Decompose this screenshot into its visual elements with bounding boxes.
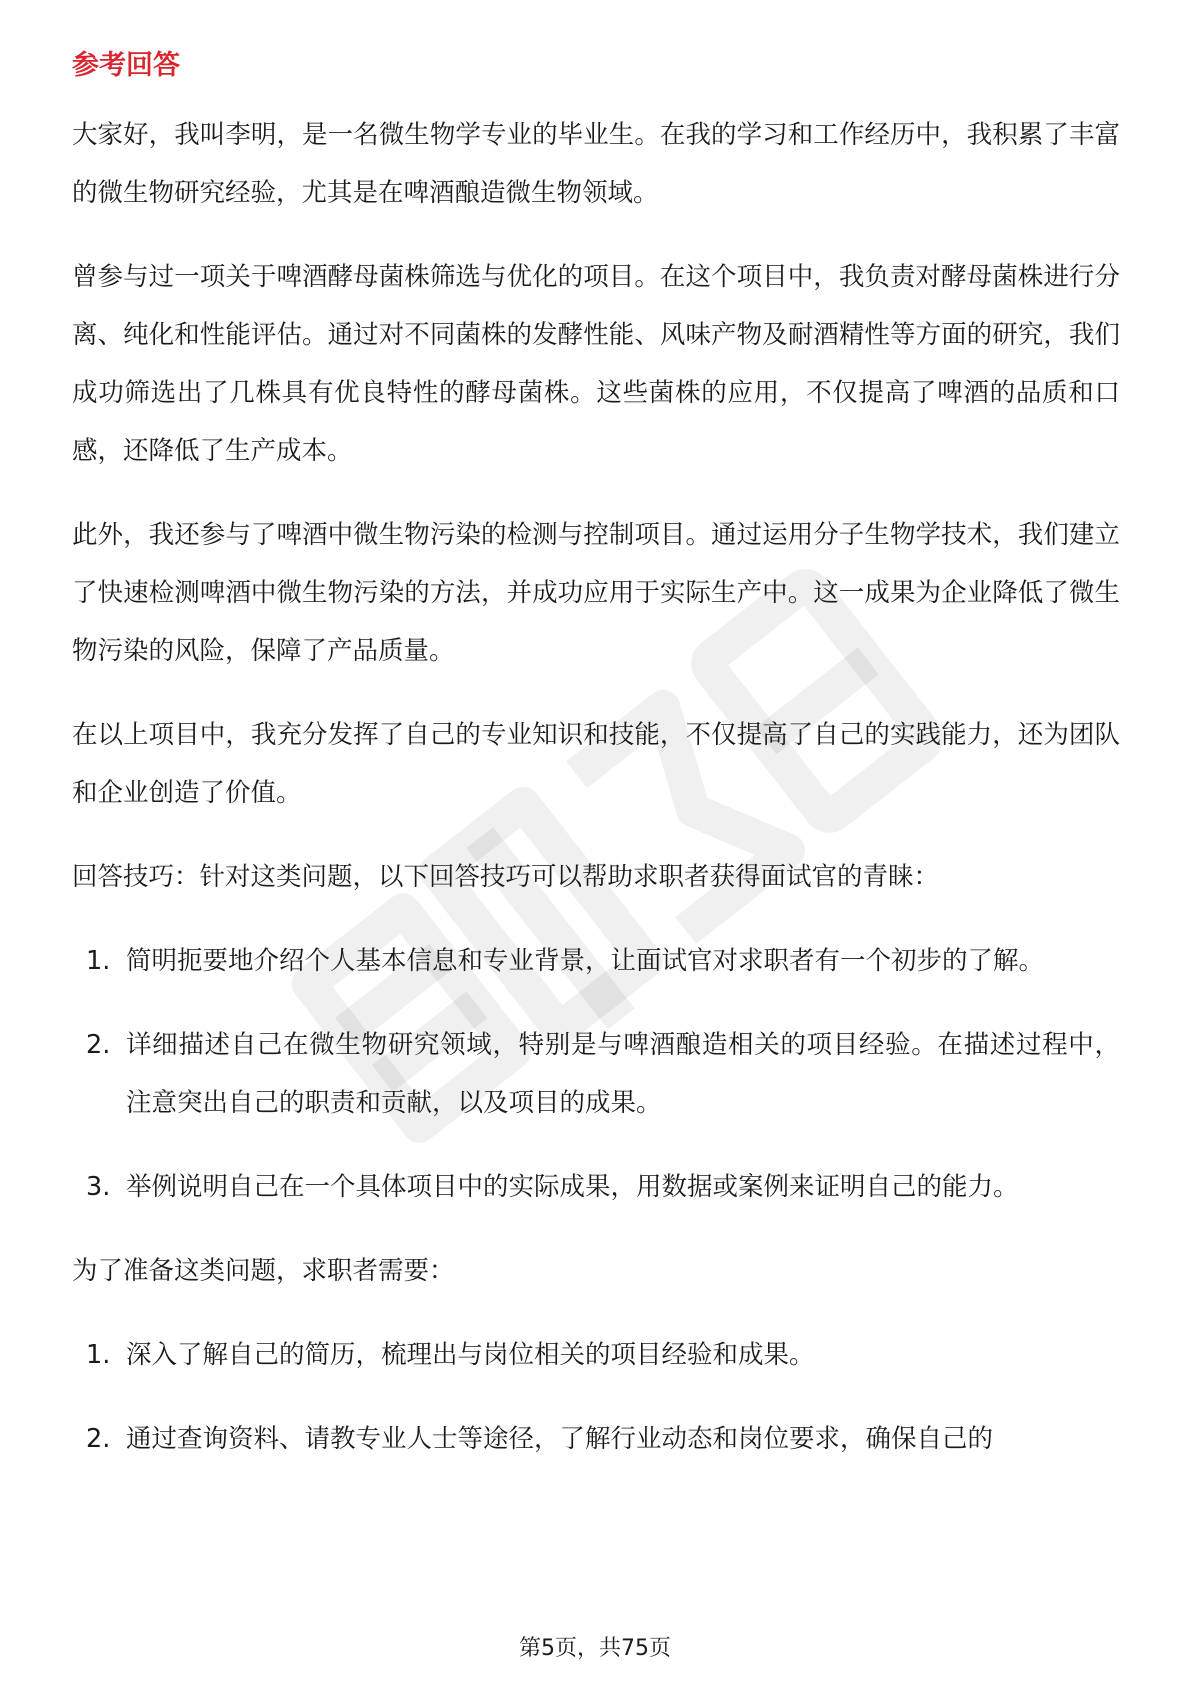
main-content (72, 46, 1120, 1494)
prep-intro: 为了准备这类问题，求职者需要： (72, 1256, 455, 1286)
list-item-text: 通过查询资料、请教专业人士等途径，了解行业动态和岗位要求，确保自己的 (126, 1424, 994, 1454)
page-number-footer: 第5页，共75页 (519, 1636, 671, 1661)
list-item (72, 1410, 1120, 1468)
list-item-number: 1. (86, 946, 111, 976)
paragraph-summary: 在以上项目中，我充分发挥了自己的专业知识和技能，不仅提高了自己的实践能力，还为团队和企业创造了价值。 (72, 720, 1120, 808)
list-item-text: 详细描述自己在微生物研究领域，特别是与啤酒酿造相关的项目经验。在描述过程中，注意突出自己的职责和贡献，以及项目的成果。 (126, 1030, 1120, 1118)
section-heading: 参考回答 (72, 50, 180, 81)
prep-list (72, 1326, 1120, 1468)
paragraph-yeast-project: 曾参与过一项关于啤酒酵母菌株筛选与优化的项目。在这个项目中，我负责对酵母菌株进行分离、纯化和性能评估。通过对不同菌株的发酵性能、风味产物及耐酒精性等方面的研究，我们成功筛选出了几株具有优良特性的酵母菌株。这些菌株的应用，不仅提高了啤酒的品质和口感，还降低了生产成本。 (72, 262, 1120, 466)
list-item-number: 2. (86, 1424, 111, 1454)
list-item-text: 举例说明自己在一个具体项目中的实际成果，用数据或案例来证明自己的能力。 (126, 1172, 1019, 1202)
list-item-text: 深入了解自己的简历，梳理出与岗位相关的项目经验和成果。 (126, 1340, 815, 1370)
paragraph-intro: 大家好，我叫李明，是一名微生物学专业的毕业生。在我的学习和工作经历中，我积累了丰富的微生物研究经验，尤其是在啤酒酿造微生物领域。 (72, 120, 1120, 208)
list-item-number: 3. (86, 1172, 111, 1202)
list-item (72, 1158, 1120, 1216)
list-item (72, 932, 1120, 990)
list-item-number: 2. (86, 1030, 111, 1060)
paragraph-contamination-project: 此外，我还参与了啤酒中微生物污染的检测与控制项目。通过运用分子生物学技术，我们建立了快速检测啤酒中微生物污染的方法，并成功应用于实际生产中。这一成果为企业降低了微生物污染的风险，保障了产品质量。 (72, 520, 1120, 666)
tips-list (72, 932, 1120, 1216)
list-item (72, 1016, 1120, 1132)
tips-intro: 回答技巧：针对这类问题，以下回答技巧可以帮助求职者获得面试官的青睐： (72, 862, 940, 892)
list-item-number: 1. (86, 1340, 111, 1370)
list-item-text: 简明扼要地介绍个人基本信息和专业背景，让面试官对求职者有一个初步的了解。 (126, 946, 1045, 976)
list-item (72, 1326, 1120, 1384)
